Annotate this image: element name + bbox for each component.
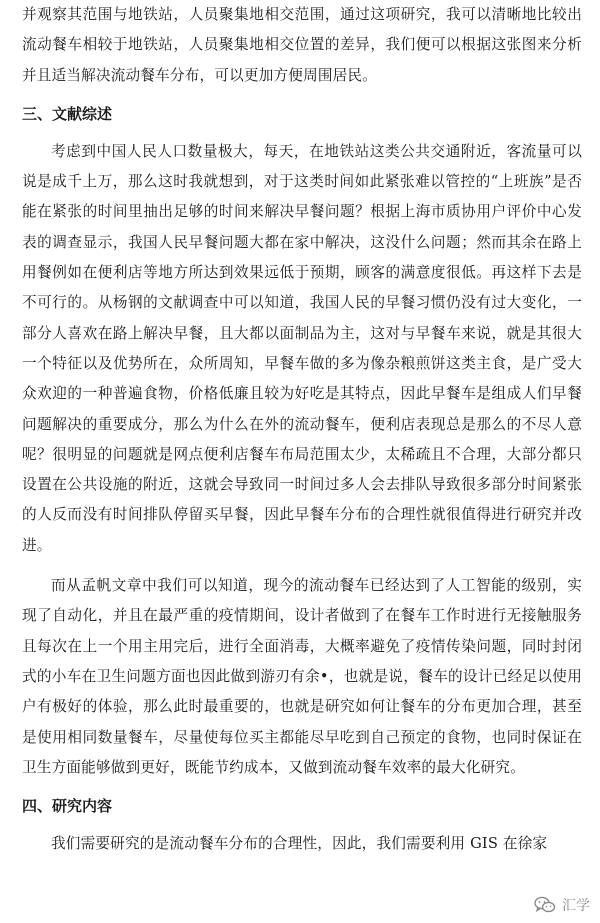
paragraph-gap bbox=[22, 561, 582, 571]
watermark-text: 汇学 bbox=[562, 898, 590, 914]
intro-paragraph: 并观察其范围与地铁站，人员聚集地相交范围，通过这项研究，我可以清晰地比较出流动餐车相较于地铁站，人员聚集地相交位置的差异，我们便可以根据这张图来分析并且适当解决流动餐车分布，可以更加方便周围居民。 bbox=[22, 6, 582, 84]
section-3-paragraph-2: 而从孟帆文章中我们可以知道，现今的流动餐车已经达到了人工智能的级别，实现了自动化，并且在最严重的疫情期间，设计者做到了在餐车工作时进行无接触服务且每次在上一个用主用完后，进行全面消毒，大概率避免了疫情传染问题，同时封闭式的小车在卫生问题方面也因此做到游刃有余•，也就是说，餐车的设计已经足以使用户有极好的体验，那么此时最重要的，也就是研究如何让餐车的分布更加合理，甚至是使用相同数量餐车，尽量使每位买主都能尽早吃到自己预定的食物，也同时保证在卫生方面能够做到更好，既能节约成本，又做到流动餐车效率的最大化研究。 bbox=[22, 577, 582, 776]
wechat-icon bbox=[534, 896, 556, 914]
watermark bbox=[534, 895, 590, 915]
section-4-paragraph-1: 我们需要研究的是流动餐车分布的合理性，因此，我们需要利用 GIS 在徐家 bbox=[51, 835, 548, 853]
section-3-paragraph-1: 考虑到中国人民人口数量极大，每天，在地铁站这类公共交通附近，客流量可以说是成千上万，那么这时我就想到，对于这类时间如此紧张难以管控的“上班族”是否能在紧张的时间里抽出足够的时间来解决早餐问题？根据上海市质协用户评价中心发表的调查显示，我国人民早餐问题大都在家中解决，这没什么问题；然而其余在路上用餐例如在便利店等地方所达到效果远低于预期，顾客的满意度很低。再这样下去是不可行的。从杨钢的文献调查中可以知道，我国人民的早餐习惯仍没有过大变化，一部分人喜欢在路上解决早餐，且大都以面制品为主，这对与早餐车来说，就是其很大一个特征以及优势所在，众所周知，早餐车做的多为像杂粮煎饼这类主食，是广受大众欢迎的一种普遍食物，价格低廉且较为好吃是其特点，因此早餐车是组成人们早餐问题解决的重要成分，那么为什么在外的流动餐车，便利店表现总是那么的不尽人意呢？很明显的问题就是网点便利店餐车布局范围太少，太稀疏且不合理，大部分都只设置在公共设施的附近，这就会导致同一时间过多人会去排队导致很多部分时间紧张的人反而没有时间排队停留买早餐，因此早餐车分布的合理性就很值得进行研究并改进。 bbox=[22, 142, 582, 554]
section-4-heading: 四、研究内容 bbox=[22, 797, 113, 816]
document-page bbox=[22, 0, 582, 859]
section-3-heading: 三、文献综述 bbox=[22, 104, 113, 123]
